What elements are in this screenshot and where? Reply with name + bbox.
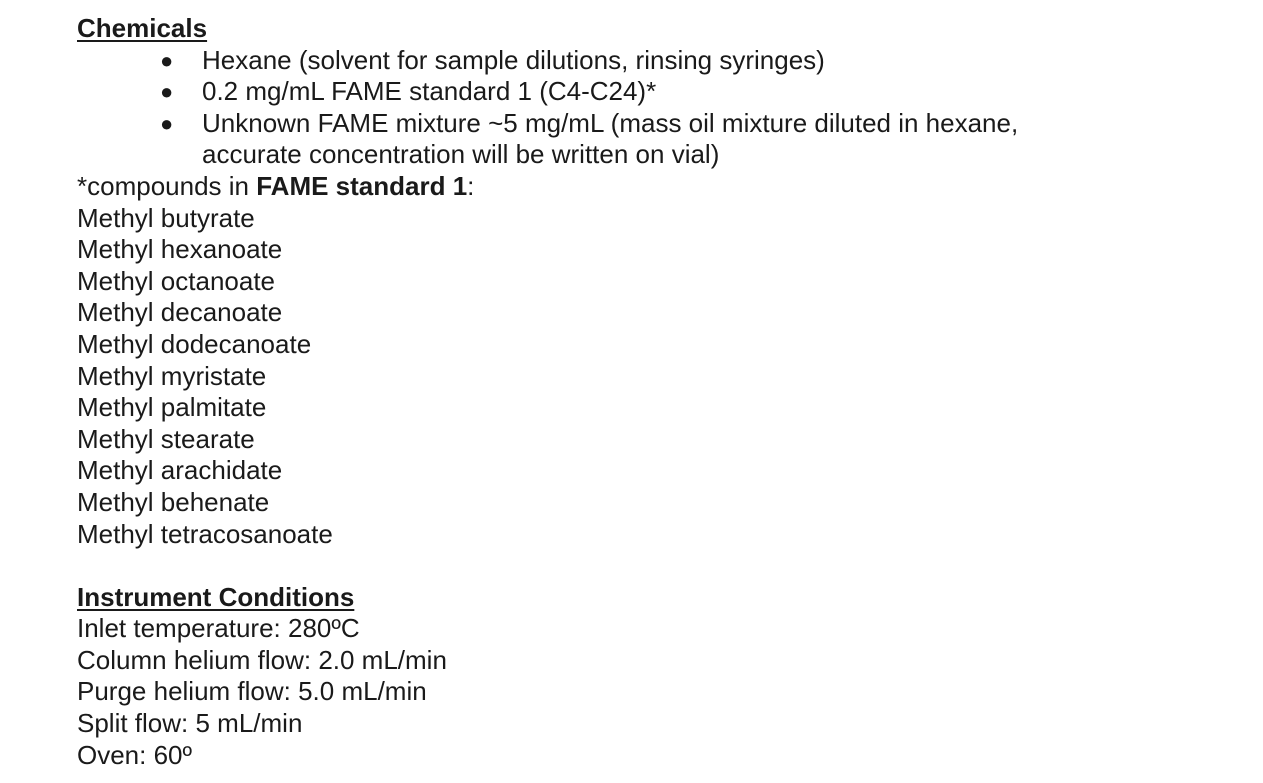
condition-item: Purge helium flow: 5.0 mL/min — [77, 676, 427, 707]
bullet-text: 0.2 mg/mL FAME standard 1 (C4-C24)* — [202, 76, 657, 107]
chemicals-heading: Chemicals — [77, 13, 208, 43]
compound-list — [77, 203, 1227, 551]
compound-item: Methyl tetracosanoate — [77, 518, 333, 549]
list-item — [160, 76, 1227, 108]
condition-item: Split flow: 5 mL/min — [77, 708, 303, 739]
compound-item: Methyl dodecanoate — [77, 328, 312, 359]
compound-item: Methyl palmitate — [77, 392, 267, 423]
instrument-conditions-heading: Instrument Conditions — [77, 581, 355, 612]
list-item — [160, 45, 1227, 77]
compounds-note-suffix: : — [467, 170, 475, 201]
condition-item: Oven: 60º — [77, 739, 193, 770]
compound-item: Methyl butyrate — [77, 202, 255, 233]
bullet-text: Unknown FAME mixture ~5 mg/mL (mass oil mixture diluted in hexane, accurate concentration will be written on vial) — [202, 107, 1019, 170]
compound-item: Methyl hexanoate — [77, 234, 283, 265]
compounds-note-standard: FAME standard 1 — [256, 170, 468, 201]
compound-item: Methyl octanoate — [77, 265, 276, 296]
compounds-note-prefix: *compounds in — [77, 170, 257, 201]
compound-item: Methyl myristate — [77, 360, 267, 391]
bullet-text: Hexane (solvent for sample dilutions, rinsing syringes) — [202, 44, 825, 75]
list-item — [160, 108, 1082, 171]
instrument-conditions-list — [77, 613, 1227, 771]
chemicals-bullet-list — [77, 45, 1227, 171]
compound-item: Methyl stearate — [77, 423, 255, 454]
compound-item: Methyl decanoate — [77, 297, 283, 328]
bullet-icon: ● — [160, 110, 174, 136]
bullet-icon: ● — [160, 47, 174, 73]
section-spacer — [77, 550, 1227, 582]
compound-item: Methyl behenate — [77, 486, 270, 517]
condition-item: Inlet temperature: 280ºC — [77, 613, 360, 644]
document-page — [77, 13, 1227, 771]
condition-item: Column helium flow: 2.0 mL/min — [77, 644, 447, 675]
bullet-icon: ● — [160, 79, 174, 105]
compound-item: Methyl arachidate — [77, 455, 283, 486]
compounds-note — [77, 171, 1227, 203]
